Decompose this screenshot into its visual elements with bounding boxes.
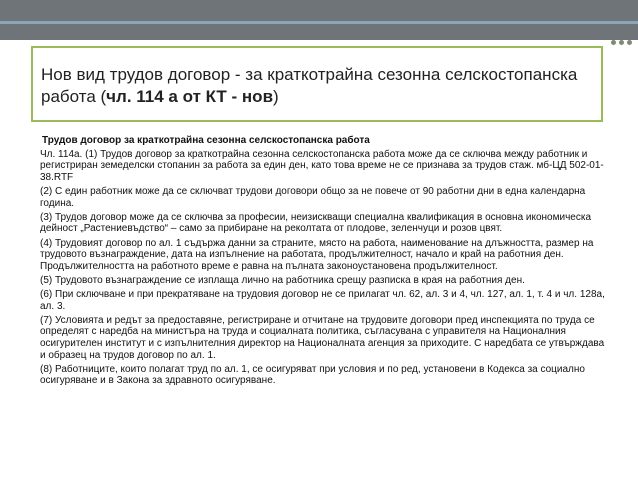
paragraph-7: (7) Условията и редът за предоставяне, регистриране и отчитане на трудовите договори пред инспекцията по труда се определят с наредба на министъра на труда и социалната политика, съгласувана с управителя на Националния осигурителен институт и с изпълнителния директор на Националната агенция за приходите. С наредбата се утвърждава и образец на трудов договор по ал. 1. (40, 314, 605, 361)
paragraph-1: Чл. 114а. (1) Трудов договор за краткотрайна сезонна селскостопанска работа може да се сключва между работник и регистриран земеделски стопанин за работа за един ден, като това време не се признава за трудов стаж. мб-ЦД 502-01-38.RTF (40, 148, 604, 183)
slide-title (41, 64, 595, 108)
paragraph-5: (5) Трудовото възнаграждение се изплаща лично на работника срещу разписка в края на работния ден. (40, 274, 525, 286)
slide-header-bar (0, 0, 638, 40)
paragraph-4: (4) Трудовият договор по ал. 1 съдържа данни за страните, място на работа, наименование на длъжността, размер на трудовото възнаграждение, дата на изпълнение на работата, продължителност, начало и край на работния ден. Продължителността на работното време е равна на пълната законоустановена продължителност. (40, 237, 594, 272)
slide-header-accent-line (0, 21, 638, 24)
title-prefix: Нов вид трудов договор - за краткотрайна сезонна селскостопанска работа ( (41, 65, 578, 106)
body-heading: Трудов договор за краткотрайна сезонна селскостопанска работа (42, 135, 370, 146)
title-suffix: ) (273, 87, 279, 106)
title-bold-reference: чл. 114 а от КТ - нов (106, 87, 274, 106)
paragraph-3: (3) Трудов договор може да се сключва за професии, неизискващи специална квалификация в основна икономическа дейност „Растениевъдство“ – само за прибиране на реколтата от плодове, зеленчуци и розов цвят. (40, 211, 592, 235)
slide-body (36, 135, 606, 390)
slide-title-box (31, 46, 603, 122)
decorative-dots-icon (611, 40, 633, 52)
paragraph-8: (8) Работниците, които полагат труд по ал. 1, се осигуряват при условия и по ред, установени в Кодекса за социално осигуряване и в Закона за здравното осигуряване. (40, 363, 585, 387)
paragraph-6: (6) При сключване и при прекратяване на трудовия договор не се прилагат чл. 62, ал. 3 и 4, чл. 127, ал. 1, т. 4 и чл. 128а, ал. 3. (40, 289, 605, 312)
paragraph-2: (2) С един работник може да се сключват трудови договори общо за не повече от 90 работни дни в една календарна година. (40, 185, 586, 209)
